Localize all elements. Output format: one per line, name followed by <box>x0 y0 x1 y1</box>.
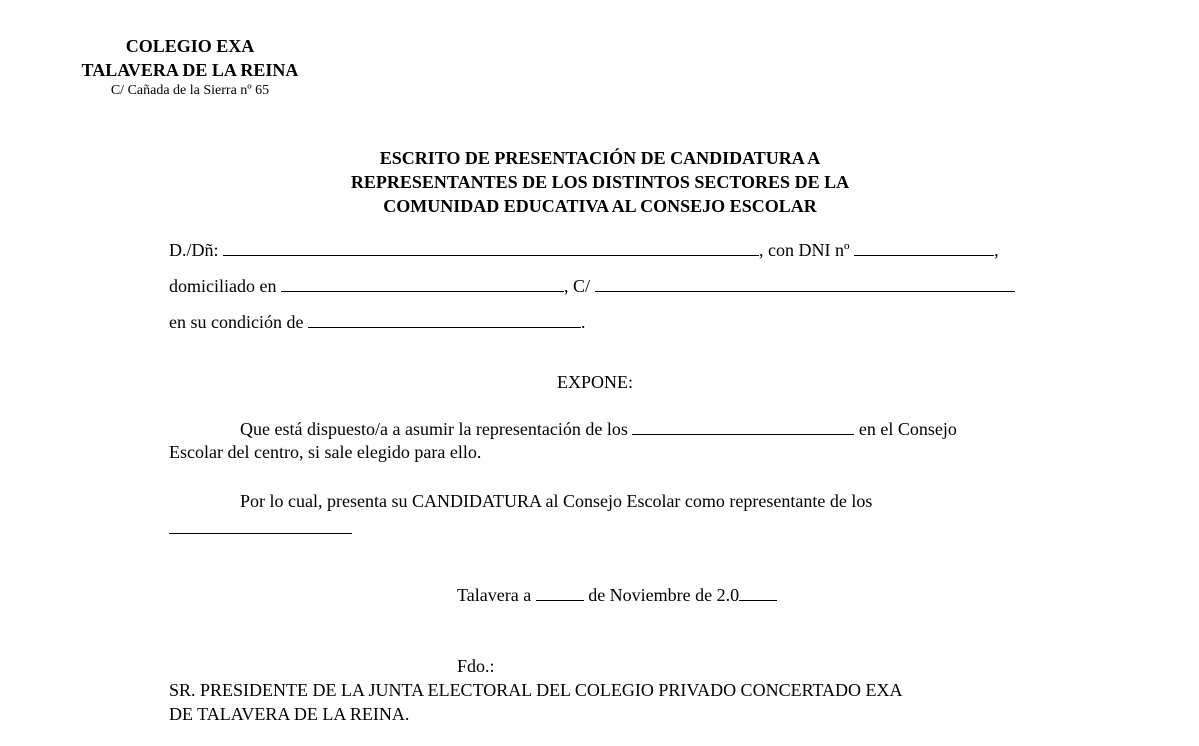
paragraph-1-line-2: Escolar del centro, si sale elegido para ello. <box>169 442 482 462</box>
school-address: C/ Cañada de la Sierra nº 65 <box>110 83 270 98</box>
signature-label: Fdo.: <box>457 656 495 676</box>
recipient-line-1: SR. PRESIDENTE DE LA JUNTA ELECTORAL DEL COLEGIO PRIVADO CONCERTADO EXA <box>169 680 903 700</box>
domicile-row <box>169 275 1015 297</box>
paragraph-1-end: en el Consejo <box>858 419 957 439</box>
paragraph-2: Por lo cual, presenta su CANDIDATURA al Consejo Escolar como representante de los <box>240 491 873 511</box>
domicile-field[interactable] <box>281 276 564 292</box>
condition-label: en su condición de <box>169 312 304 332</box>
dni-label: , con DNI nº <box>759 240 850 260</box>
domicile-label: domiciliado en <box>169 276 277 296</box>
sector-field-2[interactable] <box>169 518 352 534</box>
title-line-1: ESCRITO DE PRESENTACIÓN DE CANDIDATURA A <box>379 148 821 168</box>
dni-end: , <box>994 240 999 260</box>
date-row <box>457 584 777 606</box>
dni-field[interactable] <box>854 240 994 256</box>
paragraph-1-start: Que está dispuesto/a a asumir la representación de los <box>240 419 628 439</box>
title-line-2: REPRESENTANTES DE LOS DISTINTOS SECTORES DE LA <box>350 172 850 192</box>
document-title <box>250 146 950 218</box>
street-label: , C/ <box>563 276 590 296</box>
school-name: COLEGIO EXA <box>125 36 255 56</box>
expone-heading: EXPONE: <box>557 372 633 392</box>
name-label: D./Dñ: <box>169 240 219 260</box>
name-field[interactable] <box>223 240 759 256</box>
school-header <box>40 34 340 100</box>
year-field[interactable] <box>739 585 777 601</box>
condition-field[interactable] <box>308 312 581 328</box>
paragraph-1-line-1 <box>240 418 957 440</box>
sector-field-1[interactable] <box>632 419 854 435</box>
day-field[interactable] <box>536 585 584 601</box>
date-month: de Noviembre de 2.0 <box>588 585 740 605</box>
recipient-line-2: DE TALAVERA DE LA REINA. <box>169 704 410 724</box>
date-prefix: Talavera a <box>457 585 532 605</box>
condition-row <box>169 311 585 333</box>
street-field[interactable] <box>595 276 1015 292</box>
condition-end: . <box>580 312 586 332</box>
title-line-3: COMUNIDAD EDUCATIVA AL CONSEJO ESCOLAR <box>383 196 817 216</box>
school-city: TALAVERA DE LA REINA <box>81 60 299 80</box>
paragraph-2-line-2 <box>169 518 352 539</box>
name-row <box>169 239 999 261</box>
